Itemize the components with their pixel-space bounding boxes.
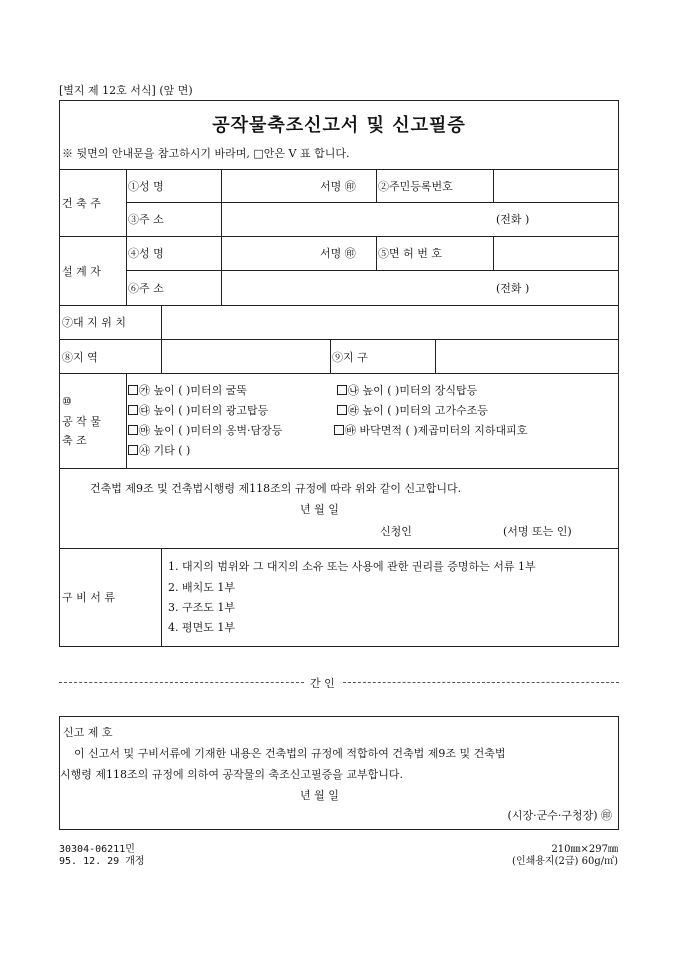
option-billboard[interactable]: ㉰ 높이 ( )미터의 광고탑등: [128, 404, 268, 417]
checkbox[interactable]: [128, 445, 138, 455]
certificate-date: 년 월 일: [300, 789, 339, 802]
checkbox[interactable]: [337, 405, 347, 415]
form-number: [별지 제 12호 서식] (앞 면): [59, 84, 193, 97]
designer-label: 설 계 자: [62, 265, 101, 278]
option-shelter[interactable]: ㉳ 바닥면적 ( )제곱미터의 지하대피호: [334, 424, 527, 437]
page-title: 공작물축조신고서 및 신고필증: [212, 115, 466, 136]
site-location-label: ⑦대 지 위 치: [62, 316, 126, 329]
builder-name-label: ①성 명: [128, 180, 164, 193]
option-watertank[interactable]: ㉱ 높이 ( )미터의 고가수조등: [337, 404, 488, 417]
declaration-form: [59, 100, 619, 647]
builder-label: 건 축 주: [62, 197, 101, 210]
cut-line-right: [343, 682, 619, 683]
cut-line-left: [59, 682, 304, 683]
checkbox[interactable]: [128, 385, 138, 395]
designer-phone-label: (전화 ): [496, 282, 530, 295]
certificate-issuer: (시장·군수·구청장) ㊞: [507, 809, 612, 822]
checkbox[interactable]: [128, 425, 138, 435]
declaration-date: 년 월 일: [300, 503, 339, 516]
option-tower[interactable]: ㉯ 높이 ( )미터의 장식탑등: [337, 384, 477, 397]
structure-label-2: 축 조: [62, 434, 87, 447]
builder-sign-label: 서명 ㊞: [320, 180, 356, 193]
documents-label: 구 비 서 류: [62, 591, 115, 604]
site-district-label: ⑨지 구: [332, 351, 368, 364]
site-area-label: ⑧지 역: [62, 351, 98, 364]
builder-address-label: ③주 소: [128, 213, 164, 226]
certificate-number: 신고 제 호: [63, 726, 113, 739]
certificate-text-2: 시행령 제118조의 규정에 의하여 공작물의 축조신고필증을 교부합니다.: [60, 768, 403, 781]
document-item: 2. 배치도 1부: [168, 581, 235, 594]
structure-label-1: 공 작 물: [62, 415, 101, 428]
cut-label: 간 인: [310, 677, 335, 690]
designer-license-label: ⑤면 허 번 호: [378, 247, 442, 260]
document-item: 4. 평면도 1부: [168, 621, 235, 634]
checkbox[interactable]: [334, 425, 344, 435]
structure-number: ⑩: [62, 395, 72, 408]
checkbox[interactable]: [128, 405, 138, 415]
footer-code: 30304-06211민: [59, 844, 135, 855]
footer-revised: 95. 12. 29 개정: [59, 856, 145, 867]
checkbox[interactable]: [337, 385, 347, 395]
option-wall[interactable]: ㉲ 높이 ( )미터의 옹벽·담장등: [128, 424, 282, 437]
document-item: 1. 대지의 범위와 그 대지의 소유 또는 사용에 관한 권리를 증명하는 서류 1부: [168, 560, 536, 573]
notice-text: ※ 뒷면의 안내문을 참고하시기 바라며, □안은 V 표 합니다.: [62, 147, 350, 160]
option-chimney[interactable]: ㉮ 높이 ( )미터의 굴뚝: [128, 384, 247, 397]
builder-id-label: ②주민등록번호: [378, 180, 453, 193]
applicant-sign-label: (서명 또는 인): [503, 525, 572, 538]
builder-phone-label: (전화 ): [496, 213, 530, 226]
declaration-text: 건축법 제9조 및 건축법시행령 제118조의 규정에 따라 위와 같이 신고합니다.: [90, 482, 462, 495]
footer-size: 210㎜×297㎜: [551, 844, 618, 855]
designer-address-label: ⑥주 소: [128, 282, 164, 295]
option-other[interactable]: ㉴ 기타 ( ): [128, 444, 190, 457]
document-item: 3. 구조도 1부: [168, 601, 235, 614]
certificate-box: [59, 716, 619, 830]
designer-sign-label: 서명 ㊞: [320, 247, 356, 260]
applicant-label: 신청인: [380, 525, 412, 538]
footer-paper: (인쇄용지(2급) 60g/㎡): [512, 856, 618, 867]
certificate-text-1: 이 신고서 및 구비서류에 기재한 내용은 건축법의 규정에 적합하여 건축법 제9조 및 건축법: [74, 747, 506, 760]
designer-name-label: ④성 명: [128, 247, 164, 260]
